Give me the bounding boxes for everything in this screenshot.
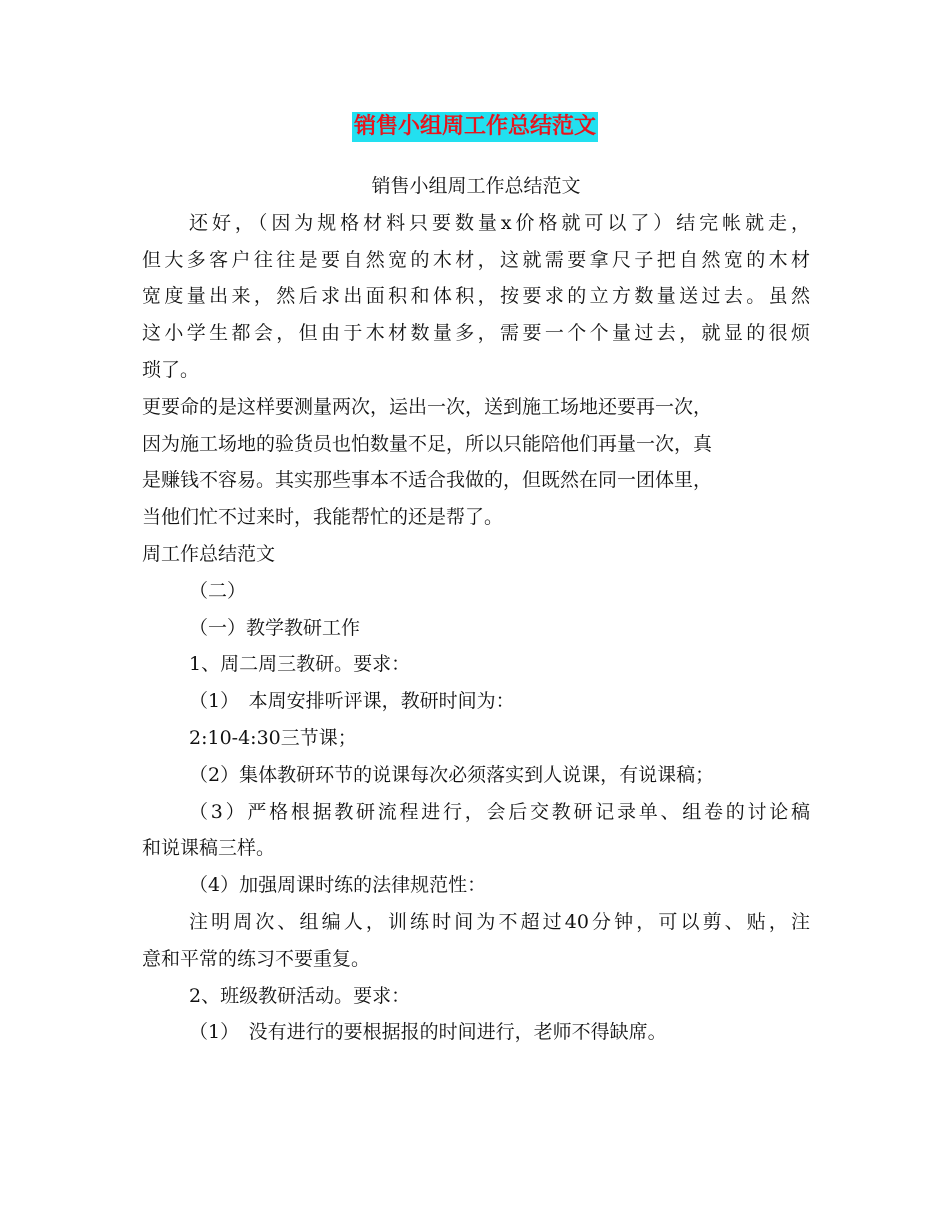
list-subitem: （1） 本周安排听评课，教研时间为： bbox=[189, 690, 515, 713]
paragraph-line: 还好，（因为规格材料只要数量x价格就可以了）结完帐就走， bbox=[189, 211, 810, 234]
section-title: （一）教学教研工作 bbox=[189, 616, 361, 639]
list-subitem: （1） 没有进行的要根据报的时间进行，老师不得缺席。 bbox=[189, 1021, 667, 1044]
list-detail-continued: 意和平常的练习不要重复。 bbox=[142, 947, 371, 970]
paragraph-line: 是赚钱不容易。其实那些事本不适合我做的，但既然在同一团体里， bbox=[142, 469, 713, 492]
list-item: 1、周二周三教研。要求： bbox=[189, 653, 411, 676]
paragraph-line: 但大多客户往往是要自然宽的木材，这就需要拿尺子把自然宽的木材 bbox=[142, 248, 810, 271]
list-subitem: （2）集体教研环节的说课每次必须落实到人说课，有说课稿； bbox=[189, 763, 715, 786]
list-item: 2、班级教研活动。要求： bbox=[189, 984, 411, 1007]
paragraph-line: 琐了。 bbox=[142, 358, 200, 381]
paragraph-2 bbox=[142, 389, 810, 536]
paragraph-line: 宽度量出来，然后求出面积和体积，按要求的立方数量送过去。虽然 bbox=[142, 285, 810, 308]
document-title: 销售小组周工作总结范文 bbox=[352, 112, 598, 142]
paragraph-1 bbox=[142, 205, 810, 389]
paragraph-line: 因为施工场地的验货员也怕数量不足，所以只能陪他们再量一次，真 bbox=[142, 432, 713, 455]
list-subitem: （3）严格根据教研流程进行，会后交教研记录单、组卷的讨论稿 bbox=[189, 800, 810, 823]
list-subitem-continued: 2:10-4:30三节课； bbox=[189, 726, 357, 749]
list-detail: 注明周次、组编人，训练时间为不超过40分钟，可以剪、贴，注 bbox=[189, 910, 810, 933]
document-subtitle: 销售小组周工作总结范文 bbox=[371, 175, 581, 197]
list-subitem: （4）加强周课时练的法律规范性： bbox=[189, 874, 487, 897]
paragraph-line: 当他们忙不过来时，我能帮忙的还是帮了。 bbox=[142, 506, 504, 529]
document-body bbox=[142, 168, 810, 1051]
title-row bbox=[0, 112, 950, 142]
paragraph-line: 更要命的是这样要测量两次，运出一次，送到施工场地还要再一次， bbox=[142, 395, 713, 418]
list-subitem-continued: 和说课稿三样。 bbox=[142, 837, 276, 860]
part-label: （二） bbox=[189, 579, 247, 602]
section-heading: 周工作总结范文 bbox=[142, 542, 276, 565]
paragraph-line: 这小学生都会，但由于木材数量多，需要一个个量过去，就显的很烦 bbox=[142, 322, 810, 345]
